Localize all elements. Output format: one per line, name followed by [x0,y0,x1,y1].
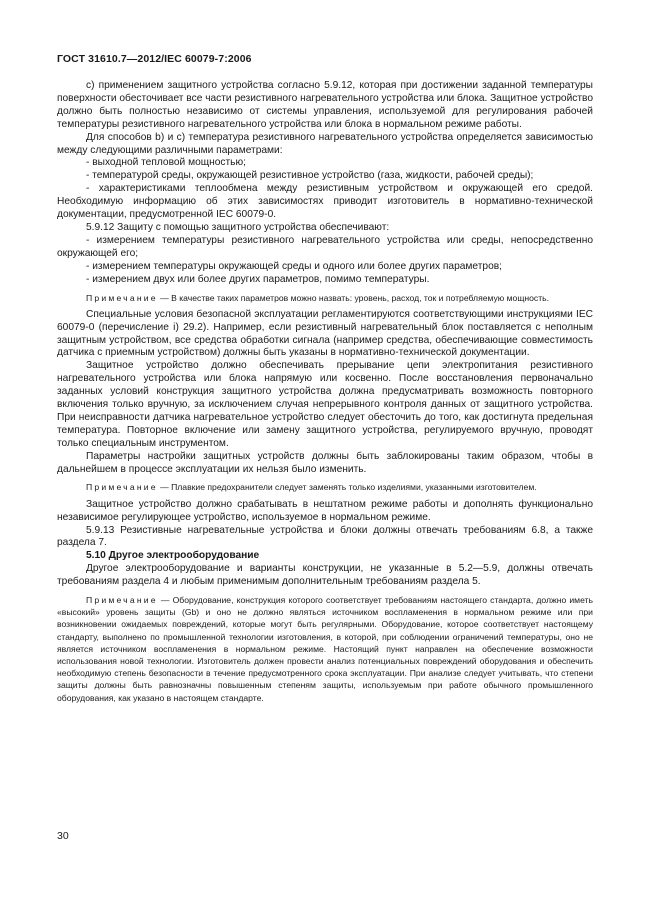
note-label: Примечание [86,595,158,606]
list-item: - измерением температуры окружающей среды и одного или более других параметров; [86,260,502,272]
list-item: - выходной тепловой мощностью; [86,157,246,169]
note-label: Примечание [86,292,158,303]
note [57,292,593,304]
paragraph: Специальные условия безопасной эксплуатации регламентируются соответствующими инструкциями IEC 60079-0 (перечисление i) 29.2). Например, если резистивный нагревательный блок поставляется с неполным защитным устройством, все средства обработки сигнала (например средства, обеспечивающие совместимость датчика с приемным устройством) должны быть указаны в нормативно-технической документации. [57,308,593,359]
document-body [57,80,593,709]
note-text: — В качестве таких параметров можно назвать: уровень, расход, ток и потребляемую мощность. [157,292,550,303]
page-number: 30 [57,830,69,842]
list-item: - температурой среды, окружающей резистивное устройство (газа, жидкости, рабочей среды); [86,170,534,182]
paragraph: Защитное устройство должно срабатывать в нештатном режиме работы и дополнять функционально независимое регулирующее устройство, используемое в нормальном режиме. [57,498,593,523]
note [57,594,593,704]
paragraph: Для способов b) и с) температура резистивного нагревательного устройства определяется зависимостью между следующими различными параметрами: [57,131,593,156]
clause-paragraph: 5.9.12 Защиту с помощью защитного устройства обеспечивают: [86,221,390,233]
list-item: - характеристиками теплообмена между резистивным устройством и окружающей его средой. Необходимую информацию об этих зависимостях приводит изготовитель в нормативно-технической документации, предусмотренной IEC 60079-0. [57,183,593,221]
paragraph: Другое электрооборудование и варианты конструкции, не указанные в 5.2—5.9, должны отвечать требованиям раздела 4 и любым применимым дополнительным требованиям раздела 5. [57,563,593,588]
document-header: ГОСТ 31610.7—2012/IEC 60079-7:2006 [57,53,252,65]
list-item: - измерением температуры резистивного нагревательного устройства или среды, непосредственно окружающей его; [57,234,593,259]
note-text: — Оборудование, конструкция которого соответствует требованиям настоящего стандарта, должно иметь «высокий» уровень защиты (Gb) и оно не должно являться источником воспламенения в нормальном режиме или при возникновении ожидаемых повреждений, которые могут быть регулярными. Оборудование, которое соответствует настоящему стандарту, выполнено по промышленной технологии изготовления, в которой, при соблюдении ограничений температуры, оно не является источником воспламенения в нормальном режиме. Настоящий пункт направлен на обеспечение возможности использования новой технологии. Изготовитель должен провести анализ потенциальных повреждений оборудования и обеспечить необходимую степень безопасности в течение предусмотренного срока эксплуатации. При анализе следует учитывать, что степени защиты должны быть равнозначны повышенным степеням защиты, используемым при работе обычного промышленного оборудования, как указано в настоящем стандарте. [57,595,593,703]
paragraph: Защитное устройство должно обеспечивать прерывание цепи электропитания резистивного нагревательного устройства или блока напрямую или косвенно. После восстановления первоначально заданных условий конструкция защитного устройства должна предусматривать возможность повторного включения только вручную, за исключением случая непрерывного контроля данных от защитного устройства. При неисправности датчика нагревательное устройство следует обесточить до того, как достигнута предельная температура. Повторное включение или замену защитного устройства, регулируемого вручную, проводят только специальным инструментом. [57,360,593,449]
note [57,481,593,493]
list-item: - измерением двух или более других параметров, помимо температуры. [86,273,430,285]
section-heading: 5.10 Другое электрооборудование [86,550,260,562]
note-text: — Плавкие предохранители следует заменять только изделиями, указанными изготовителем. [157,482,537,493]
clause-paragraph: 5.9.13 Резистивные нагревательные устройства и блоки должны отвечать требованиям 6.8, а также раздела 7. [57,524,593,549]
note-label: Примечание [86,482,158,493]
paragraph: Параметры настройки защитных устройств должны быть заблокированы таким образом, чтобы в дальнейшем в процессе эксплуатации их нельзя было изменить. [57,450,593,475]
paragraph: с) применением защитного устройства согласно 5.9.12, которая при достижении заданной температуры поверхности обесточивает все части резистивного нагревательного устройства или блока. Защитное устройство должно быть полностью независимо от системы управления, используемой для регулирования рабочей температуры резистивного нагревательного устройства или блока в нормальном режиме работы. [57,80,593,130]
